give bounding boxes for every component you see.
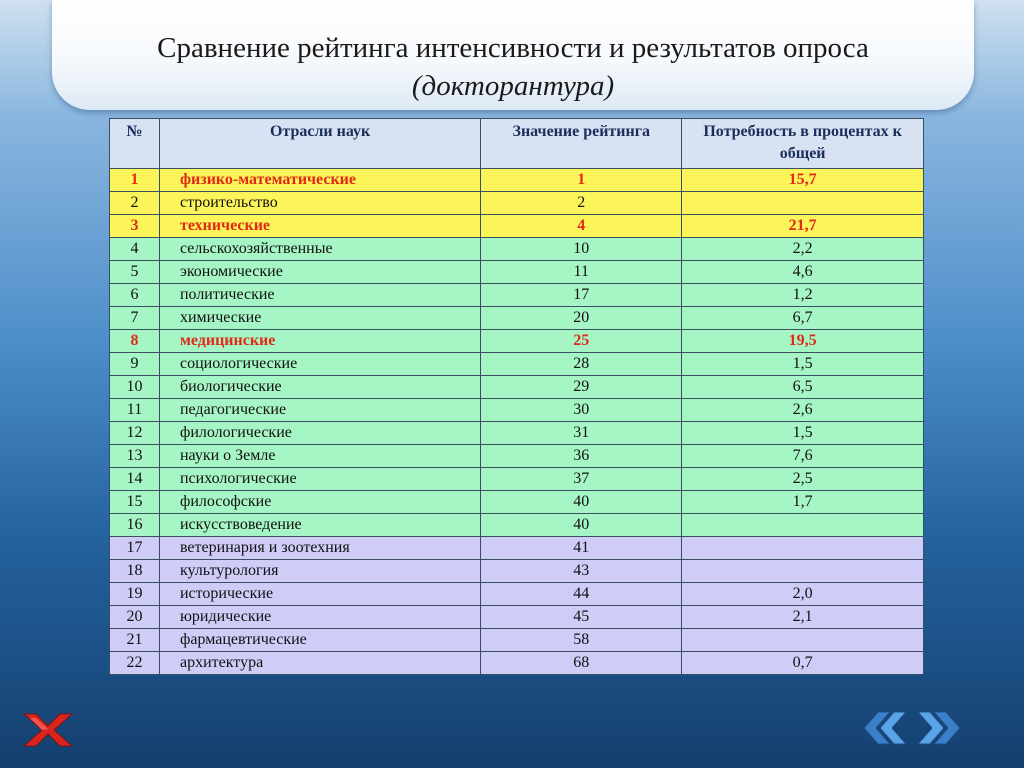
row-field-name: технические <box>159 215 480 238</box>
row-number: 16 <box>110 514 160 537</box>
row-number: 18 <box>110 560 160 583</box>
row-need: 2,5 <box>682 468 924 491</box>
table-row <box>110 629 924 652</box>
row-rating: 20 <box>481 307 682 330</box>
row-rating: 58 <box>481 629 682 652</box>
row-number: 8 <box>110 330 160 353</box>
table-row <box>110 169 924 192</box>
row-field-name: фармацевтические <box>159 629 480 652</box>
row-need: 1,7 <box>682 491 924 514</box>
row-rating: 40 <box>481 514 682 537</box>
row-need: 0,7 <box>682 652 924 675</box>
table-row <box>110 284 924 307</box>
row-field-name: архитектура <box>159 652 480 675</box>
row-need <box>682 192 924 215</box>
row-need: 2,0 <box>682 583 924 606</box>
row-number: 3 <box>110 215 160 238</box>
table-body <box>110 169 924 675</box>
table-row <box>110 560 924 583</box>
rating-table <box>109 118 924 675</box>
row-rating: 43 <box>481 560 682 583</box>
table-row <box>110 422 924 445</box>
row-number: 22 <box>110 652 160 675</box>
table-row <box>110 445 924 468</box>
row-number: 6 <box>110 284 160 307</box>
table-row <box>110 537 924 560</box>
row-need: 2,6 <box>682 399 924 422</box>
row-rating: 28 <box>481 353 682 376</box>
row-rating: 37 <box>481 468 682 491</box>
header-field: Отрасли наук <box>159 119 480 169</box>
row-field-name: культурология <box>159 560 480 583</box>
row-number: 7 <box>110 307 160 330</box>
row-rating: 41 <box>481 537 682 560</box>
header-rating: Значение рейтинга <box>481 119 682 169</box>
row-rating: 2 <box>481 192 682 215</box>
table-row <box>110 468 924 491</box>
row-rating: 4 <box>481 215 682 238</box>
row-field-name: биологические <box>159 376 480 399</box>
row-field-name: ветеринария и зоотехния <box>159 537 480 560</box>
row-need: 19,5 <box>682 330 924 353</box>
slide-subtitle: (докторантура) <box>411 70 615 102</box>
back-chevron-icon[interactable] <box>864 712 906 744</box>
row-need: 1,5 <box>682 353 924 376</box>
double-chevron-nav-icon[interactable] <box>854 710 970 746</box>
table-row <box>110 353 924 376</box>
row-field-name: химические <box>159 307 480 330</box>
row-rating: 68 <box>481 652 682 675</box>
row-number: 4 <box>110 238 160 261</box>
row-field-name: медицинские <box>159 330 480 353</box>
row-number: 10 <box>110 376 160 399</box>
row-need <box>682 514 924 537</box>
row-field-name: юридические <box>159 606 480 629</box>
row-field-name: психологические <box>159 468 480 491</box>
row-number: 12 <box>110 422 160 445</box>
row-need: 6,5 <box>682 376 924 399</box>
row-rating: 31 <box>481 422 682 445</box>
row-field-name: строительство <box>159 192 480 215</box>
table-row <box>110 491 924 514</box>
row-number: 19 <box>110 583 160 606</box>
forward-chevron-icon[interactable] <box>918 712 960 744</box>
row-number: 5 <box>110 261 160 284</box>
table-row <box>110 399 924 422</box>
table-row <box>110 376 924 399</box>
row-field-name: искусствоведение <box>159 514 480 537</box>
row-rating: 25 <box>481 330 682 353</box>
red-x-logo-icon <box>20 710 76 750</box>
slide-title: Сравнение рейтинга интенсивности и результатов опроса <box>157 32 869 64</box>
row-number: 14 <box>110 468 160 491</box>
row-need: 2,1 <box>682 606 924 629</box>
row-number: 13 <box>110 445 160 468</box>
row-need: 4,6 <box>682 261 924 284</box>
table-row <box>110 238 924 261</box>
table-row <box>110 514 924 537</box>
row-rating: 11 <box>481 261 682 284</box>
table-row <box>110 330 924 353</box>
row-field-name: физико-математические <box>159 169 480 192</box>
row-field-name: филологические <box>159 422 480 445</box>
header-need: Потребность в процентах к общей <box>682 119 924 169</box>
row-field-name: педагогические <box>159 399 480 422</box>
table-row <box>110 192 924 215</box>
row-rating: 29 <box>481 376 682 399</box>
table-row <box>110 583 924 606</box>
row-rating: 40 <box>481 491 682 514</box>
row-number: 21 <box>110 629 160 652</box>
table-row <box>110 261 924 284</box>
table-header-row <box>110 119 924 169</box>
row-need <box>682 537 924 560</box>
row-number: 15 <box>110 491 160 514</box>
row-rating: 30 <box>481 399 682 422</box>
row-field-name: экономические <box>159 261 480 284</box>
title-panel <box>52 0 974 110</box>
row-need: 6,7 <box>682 307 924 330</box>
row-field-name: философские <box>159 491 480 514</box>
row-number: 1 <box>110 169 160 192</box>
row-number: 20 <box>110 606 160 629</box>
row-number: 11 <box>110 399 160 422</box>
row-number: 9 <box>110 353 160 376</box>
row-rating: 10 <box>481 238 682 261</box>
row-need: 7,6 <box>682 445 924 468</box>
table-row <box>110 215 924 238</box>
row-rating: 1 <box>481 169 682 192</box>
row-number: 2 <box>110 192 160 215</box>
row-number: 17 <box>110 537 160 560</box>
row-field-name: политические <box>159 284 480 307</box>
row-need: 15,7 <box>682 169 924 192</box>
row-rating: 44 <box>481 583 682 606</box>
row-rating: 45 <box>481 606 682 629</box>
row-need: 1,5 <box>682 422 924 445</box>
row-need <box>682 629 924 652</box>
row-field-name: сельскохозяйственные <box>159 238 480 261</box>
row-need: 21,7 <box>682 215 924 238</box>
table-row <box>110 652 924 675</box>
row-field-name: науки о Земле <box>159 445 480 468</box>
row-need: 1,2 <box>682 284 924 307</box>
row-need <box>682 560 924 583</box>
table-row <box>110 606 924 629</box>
row-need: 2,2 <box>682 238 924 261</box>
header-number: № <box>110 119 160 169</box>
row-rating: 17 <box>481 284 682 307</box>
row-rating: 36 <box>481 445 682 468</box>
table-row <box>110 307 924 330</box>
row-field-name: социологические <box>159 353 480 376</box>
row-field-name: исторические <box>159 583 480 606</box>
